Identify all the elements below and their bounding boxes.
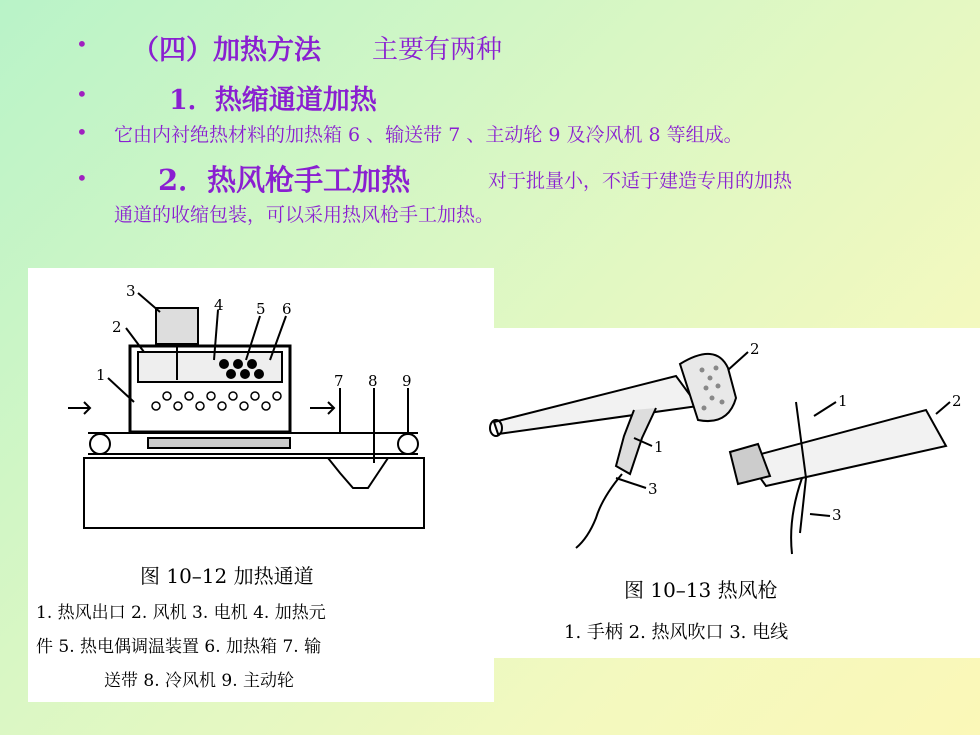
label-8: 8: [368, 372, 378, 390]
drive-wheel-left: [90, 434, 110, 454]
figure1-legend-line3: 送带 8. 冷风机 9. 主动轮: [104, 671, 295, 691]
label-2: 2: [112, 318, 122, 336]
method2-heading: 2．热风枪手工加热: [158, 163, 411, 197]
figure2-caption: 图 10–13 热风枪: [624, 578, 778, 602]
gun-barrel-right: [746, 410, 946, 486]
gun-right-label-1: 1: [838, 392, 848, 410]
gun-label-2: 2: [750, 340, 760, 358]
label-5: 5: [256, 300, 266, 318]
machine-base: [84, 458, 424, 528]
label-6: 6: [282, 300, 292, 318]
gun-right-label-2: 2: [952, 392, 962, 410]
figure-heat-gun: [466, 328, 980, 658]
label-7: 7: [334, 372, 344, 390]
label-1: 1: [96, 366, 106, 384]
power-cord-3: [576, 474, 622, 548]
label-9: 9: [402, 372, 412, 390]
gun-label-1: 1: [654, 438, 664, 456]
bullet: •: [76, 82, 88, 106]
gun-handle-1: [616, 408, 656, 474]
section-subheading: 主要有两种: [372, 35, 503, 65]
outlet-arrow: [310, 402, 334, 414]
bullet: •: [76, 166, 88, 190]
gun-right-label-3: 3: [832, 506, 842, 524]
motor-3: [156, 308, 198, 344]
figure2-legend: 1. 手柄 2. 热风吹口 3. 电线: [564, 622, 789, 643]
figure1-caption: 图 10–12 加热通道: [140, 564, 314, 588]
section-heading: （四）加热方法: [132, 35, 321, 66]
figure1-legend-line2: 件 5. 热电偶调温装置 6. 加热箱 7. 输: [36, 637, 322, 657]
figure1-legend-line1: 1. 热风出口 2. 风机 3. 电机 4. 加热元: [36, 603, 326, 623]
heat-gun-diagram: [466, 328, 980, 658]
label-4: 4: [214, 296, 224, 314]
cold-fan-8: [328, 458, 388, 488]
bullet: •: [76, 32, 88, 56]
inlet-arrow: [68, 402, 90, 414]
heating-element-4: [148, 438, 290, 448]
drive-wheel-9: [398, 434, 418, 454]
gun-label-3: 3: [648, 480, 658, 498]
gun-barrel-left: [494, 376, 698, 434]
method1-description: 它由内衬绝热材料的加热箱 6 、输送带 7 、主动轮 9 及冷风机 8 等组成。: [114, 124, 743, 146]
figure-heating-tunnel: [28, 268, 494, 702]
bullet: •: [76, 120, 88, 144]
method1-heading: 1．热缩通道加热: [169, 85, 377, 116]
method2-description: 对于批量小，不适于建造专用的加热: [488, 170, 793, 192]
method2-description-cont: 通道的收缩包装，可以采用热风枪手工加热。: [114, 204, 495, 226]
label-3: 3: [126, 282, 136, 300]
